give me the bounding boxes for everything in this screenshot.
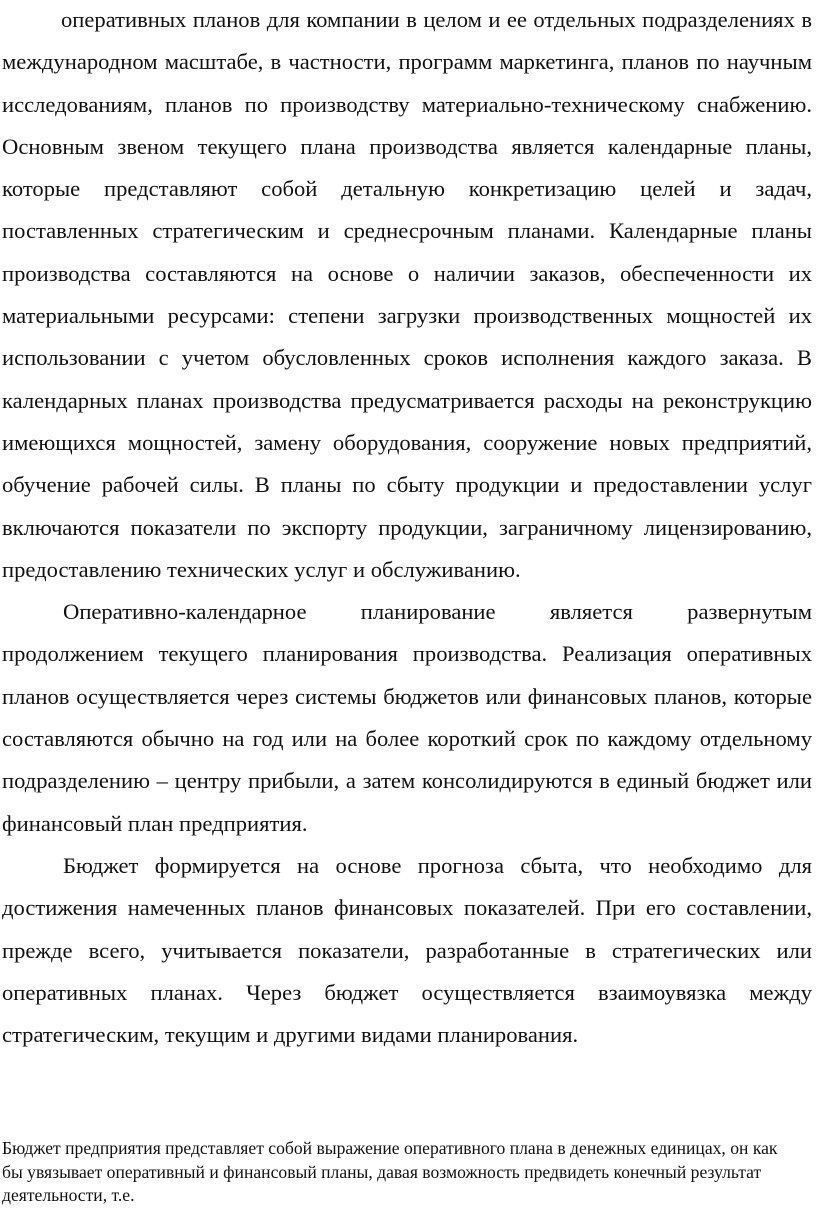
- paragraph-budget-definition: Бюджет предприятия представляет собой выражение оперативного плана в денежных единицах, он как бы увязывает оперативный и финансовый планы, давая возможность предвидеть конечный результат деятельности, т.е.: [2, 1138, 778, 1205]
- main-text-block: [2, 0, 812, 1056]
- paragraph-operational-calendar-planning: Оперативно-календарное планирование является развернутым продолжением текущего планирования производства. Реализация оперативных планов осуществляется через системы бюджетов или финансовых планов, которые составляются обычно на год или на более короткий срок по каждому отдельному подразделению – центру прибыли, а затем консолидируются в единый бюджет или финансовый план предприятия.: [2, 599, 812, 836]
- paragraph-budget-formation: Бюджет формируется на основе прогноза сбыта, что необходимо для достижения намеченных планов финансовых показателей. При его составлении, прежде всего, учитывается показатели, разработанные в стратегических или оперативных планах. Через бюджет осуществляется взаимоувязка между стратегическим, текущим и другими видами планирования.: [2, 852, 812, 1048]
- paragraph-continuation: оперативных планов для компании в целом и ее отдельных подразделениях в международном масштабе, в частности, программ маркетинга, планов по научным исследованиям, планов по производству материально-техническому снабжению. Основным звеном текущего плана производства является календарные планы, которые представляют собой детальную конкретизацию целей и задач, поставленных стратегическим и среднесрочным планами. Календарные планы производства составляются на основе о наличии заказов, обеспеченности их материальными ресурсами: степени загрузки производственных мощностей их использовании с учетом обусловленных сроков исполнения каждого заказа. В календарных планах производства предусматривается расходы на реконструкцию имеющихся мощностей, замену оборудования, сооружение новых предприятий, обучение рабочей силы. В планы по сбыту продукции и предоставлении услуг включаются показатели по экспорту продукции, заграничному лицензированию, предоставлению технических услуг и обслуживанию.: [2, 7, 812, 582]
